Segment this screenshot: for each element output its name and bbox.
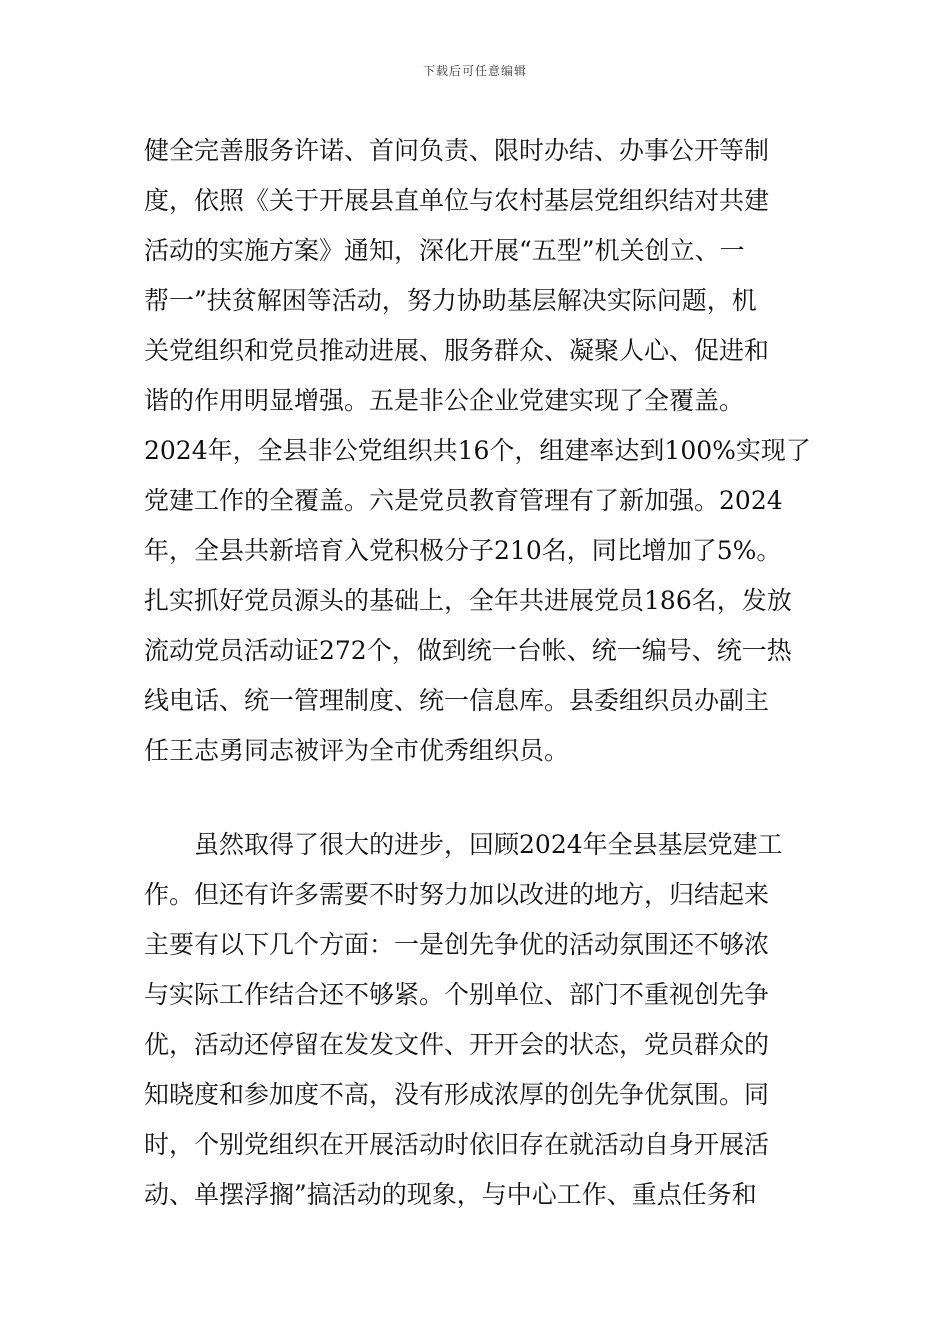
text-line: 虽然取得了很大的进步，回顾2024年全县基层党建工 [144,830,783,859]
text-line: 党建工作的全覆盖。六是党员教育管理有了新加强。2024 [144,486,783,515]
text-line: 2024年，全县非公党组织共16个，组建率达到100%实现了 [144,436,811,465]
text-line: 知晓度和参加度不高，没有形成浓厚的创先争优氛围。同 [144,1080,770,1109]
page-header: 下载后可任意编辑 [422,64,527,78]
text-line: 扎实抓好党员源头的基础上，全年共进展党员186名，发放 [144,586,792,615]
body-paragraph-2 [144,820,814,1220]
text-line: 任王志勇同志被评为全市优秀组织员。 [144,736,570,765]
text-line: 作。但还有许多需要不时努力加以改进的地方，归结起来 [144,880,770,909]
text-line: 帮一”扶贫解困等活动，努力协助基层解决实际问题，机 [144,286,757,315]
text-line: 度，依照《关于开展县直单位与农村基层党组织结对共建 [144,186,770,215]
text-line: 流动党员活动证272个，做到统一台帐、统一编号、统一热 [144,636,792,665]
text-line: 谐的作用明显增强。五是非公企业党建实现了全覆盖。 [144,386,745,415]
text-line: 关党组织和党员推动进展、服务群众、凝聚人心、促进和 [144,336,770,365]
text-line: 健全完善服务许诺、首问负责、限时办结、办事公开等制 [144,136,770,165]
text-line: 主要有以下几个方面：一是创先争优的活动氛围还不够浓 [144,930,770,959]
body-paragraph-1 [144,126,814,776]
text-line: 线电话、统一管理制度、统一信息库。县委组织员办副主 [144,686,770,715]
text-line: 优，活动还停留在发发文件、开开会的状态，党员群众的 [144,1030,770,1059]
text-line: 与实际工作结合还不够紧。个别单位、部门不重视创先争 [144,980,770,1009]
text-line: 动、单摆浮搁”搞活动的现象，与中心工作、重点任务和 [144,1180,757,1209]
text-line: 时，个别党组织在开展活动时依旧存在就活动自身开展活 [144,1130,770,1159]
text-line: 活动的实施方案》通知，深化开展“五型”机关创立、一 [144,236,745,265]
text-line: 年，全县共新培育入党积极分子210名，同比增加了5%。 [144,536,782,565]
